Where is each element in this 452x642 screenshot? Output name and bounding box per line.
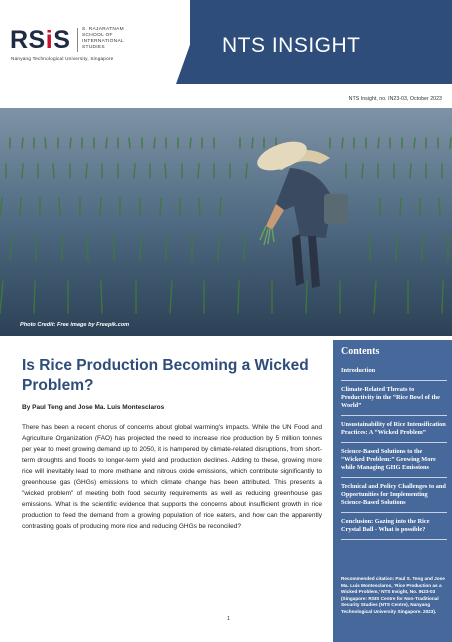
logo-divider <box>77 28 78 52</box>
school-name: S. RAJARATNAM SCHOOL OF INTERNATIONAL STUDIES <box>82 27 124 50</box>
header <box>0 0 452 84</box>
series-title: NTS INSIGHT <box>222 34 361 57</box>
cover-photo <box>0 108 452 336</box>
toc-item-climate-threats[interactable]: Climate-Related Threats to Productivity in the “Rice Bowl of the World” <box>341 381 447 416</box>
toc-item-unsustainability[interactable]: Unsustainability of Rice Intensification Practices: A “Wicked Problem” <box>341 416 447 443</box>
toc-item-conclusion[interactable]: Conclusion: Gazing into the Rice Crystal Ball - What is possible? <box>341 513 447 540</box>
contents-sidebar <box>333 340 452 642</box>
photo-credit: Photo Credit: Free image by Freepik.com <box>20 322 130 328</box>
toc-item-introduction[interactable]: Introduction <box>341 362 447 381</box>
contents-list <box>341 362 447 540</box>
page-number: 1 <box>227 616 231 622</box>
intro-paragraph: There has been a recent chorus of concerns about global warming's impacts. While the UN Food and Agriculture Organization (FAO) has projected the need to increase rice production by 5 million tonnes per year to meet growing demand up to 2050, it is hampered by climate-related disruptions, from short-term droughts and floods to longer-term yield and production declines. Adding to these, growing more rice will inevitably lead to more methane and nitrous oxide emissions, which contribute significantly to greenhouse gas (GHGs) emissions to which climate change has been attributed. This presents a "wicked problem" of meeting both food security requirements as well as reducing greenhouse gas emissions. What is the scientific evidence that supports the concerns about insufficient growth in rice production to feed the demand from a growing population of rice eaters, and how can the apparently contrasting goals of producing more rice and reducing GHGs be reconciled? <box>22 424 322 530</box>
toc-item-science-solutions[interactable]: Science-Based Solutions to the “Wicked Problem:” Growing More while Managing GHG Emissions <box>341 443 447 478</box>
rice-field-illustration <box>0 108 452 336</box>
logo-mark: RSiS <box>10 26 71 54</box>
article-title: Is Rice Production Becoming a Wicked Problem? <box>22 357 309 394</box>
university-name: Nanyang Technological University, Singapore <box>11 56 114 61</box>
article-authors: By Paul Teng and Jose Ma. Luis Montesclaros <box>22 404 165 411</box>
contents-heading: Contents <box>341 346 380 357</box>
recommended-citation: Recommended citation: Paul S. Teng and Jose Ma. Luis Montesclaros, ‘Rice Production as a Wicked Problem,’ NTS Insight, No. IN23-03 (Singapore: RSIS Centre for Non-Traditional Security Studies (NTS Centre), Nanyang Technological University Singapore. 2023). <box>341 576 445 614</box>
issue-line: NTS Insight, no. IN23-03, October 2023 <box>348 96 442 102</box>
toc-item-policy-challenges[interactable]: Technical and Policy Challenges to and Opportunities for Implementing Science-Based Solutions <box>341 478 447 513</box>
